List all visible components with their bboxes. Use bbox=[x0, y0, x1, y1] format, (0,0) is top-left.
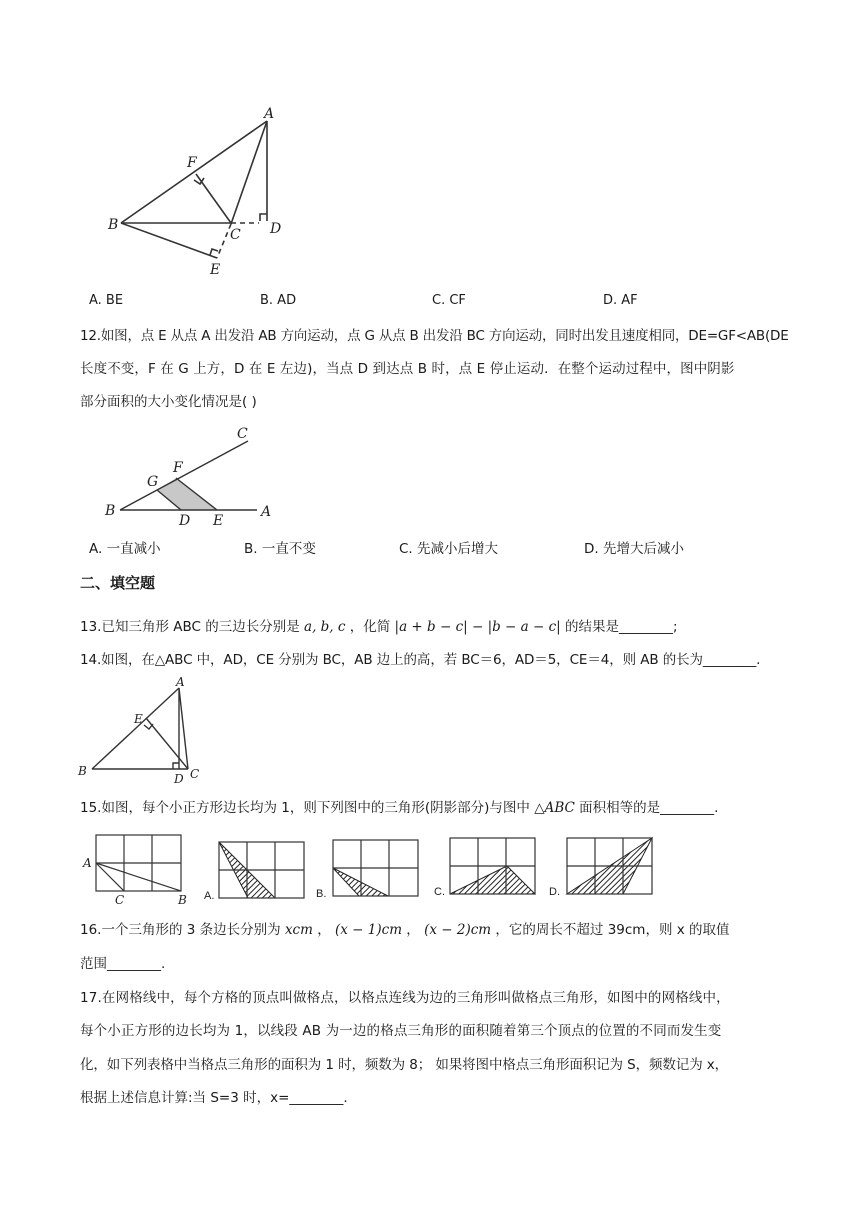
q12-label-D: D bbox=[179, 513, 191, 529]
q11-option-b: B. AD bbox=[260, 293, 297, 308]
q14-label-A: A bbox=[176, 675, 185, 689]
q14-label-E: E bbox=[134, 712, 143, 726]
q15-option-b-label: B. bbox=[316, 888, 327, 900]
q15-symbol: △ABC bbox=[534, 800, 575, 816]
q13-vars: a, b, c bbox=[304, 619, 346, 635]
q15-option-c-label: C. bbox=[434, 886, 445, 898]
q16-side-3: (x − 2)cm bbox=[424, 922, 492, 938]
q16-prefix: 16.一个三角形的 3 条边长分别为 bbox=[80, 922, 285, 938]
q15-option-d-label: D. bbox=[549, 886, 560, 898]
q12-text-line2: 长度不变，F 在 G 上方，D 在 E 左边)，当点 D 到达点 B 时，点 E 停止运动．在整个运动过程中，图中阴影 bbox=[80, 361, 735, 377]
q11-label-E: E bbox=[210, 262, 221, 278]
q16-sep-2: ， bbox=[402, 922, 420, 938]
q16-sep-1: ， bbox=[312, 922, 331, 938]
q17-text-line3: 化，如下列表格中当格点三角形的面积为 1 时，频数为 8； 如果将图中格点三角形面积记为 S，频数记为 x， bbox=[80, 1057, 729, 1073]
q16-text-line1 bbox=[80, 920, 730, 940]
q11-option-d: D. AF bbox=[603, 293, 638, 308]
q13-middle: ，化简 bbox=[345, 619, 395, 635]
q11-label-D: D bbox=[270, 221, 282, 237]
q15-option-a-label: A. bbox=[204, 890, 215, 902]
q12-label-C: C bbox=[237, 426, 248, 442]
q15-label-A: A bbox=[83, 856, 92, 870]
q12-option-a: A. 一直减小 bbox=[89, 541, 161, 557]
q12-option-c: C. 先减小后增大 bbox=[399, 541, 499, 557]
q12-label-B: B bbox=[105, 503, 116, 519]
q15-label-C: C bbox=[115, 893, 125, 907]
q12-label-G: G bbox=[147, 474, 159, 490]
q13-prefix: 13.已知三角形 ABC 的三边长分别是 bbox=[80, 619, 305, 635]
q16-suffix: ，它的周长不超过 39cm，则 x 的取值 bbox=[491, 922, 730, 938]
q11-label-A: A bbox=[264, 106, 275, 122]
q13-suffix: 的结果是________; bbox=[560, 619, 678, 635]
q15-prefix: 15.如图，每个小正方形边长均为 1，则下列图中的三角形(阴影部分)与图中 bbox=[80, 800, 535, 816]
q15-label-B: B bbox=[178, 893, 187, 907]
q11-label-F: F bbox=[187, 155, 197, 171]
q14-label-C: C bbox=[190, 767, 200, 781]
q14-text: 14.如图，在△ABC 中，AD，CE 分别为 BC，AB 边上的高，若 BC＝6，AD＝5，CE＝4，则 AB 的长为________. bbox=[80, 652, 761, 668]
q17-text-line1: 17.在网格线中，每个方格的顶点叫做格点，以格点连线为边的三角形叫做格点三角形，如图中的网格线中， bbox=[80, 990, 730, 1006]
q12-label-E: E bbox=[213, 513, 224, 529]
q14-label-B: B bbox=[78, 764, 87, 778]
q14-label-D: D bbox=[174, 772, 184, 786]
q12-option-d: D. 先增大后减小 bbox=[584, 541, 684, 557]
q17-text-line4: 根据上述信息计算:当 S=3 时，x=________. bbox=[80, 1090, 348, 1106]
q11-option-c: C. CF bbox=[432, 293, 466, 308]
q12-label-A: A bbox=[261, 504, 272, 520]
q16-text-line2: 范围________. bbox=[80, 956, 166, 972]
q12-text-line1: 12.如图，点 E 从点 A 出发沿 AB 方向运动，点 G 从点 B 出发沿 BC 方向运动，同时出发且速度相同，DE=GF<AB(DE bbox=[80, 328, 789, 344]
q16-side-2: (x − 1)cm bbox=[335, 922, 403, 938]
q16-side-1: xcm bbox=[284, 922, 313, 938]
q13-expression: |a + b − c| − |b − a − c| bbox=[394, 619, 561, 635]
q11-label-B: B bbox=[108, 217, 119, 233]
q12-option-b: B. 一直不变 bbox=[244, 541, 316, 557]
q17-text-line2: 每个小正方形的边长均为 1，以线段 AB 为一边的格点三角形的面积随着第三个顶点的位置的不同而发生变 bbox=[80, 1023, 722, 1039]
q15-suffix: 面积相等的是________. bbox=[574, 800, 719, 816]
q12-label-F: F bbox=[173, 460, 183, 476]
q12-text-line3: 部分面积的大小变化情况是( ) bbox=[80, 394, 257, 410]
q11-label-C: C bbox=[230, 227, 241, 243]
q11-option-a: A. BE bbox=[89, 293, 124, 308]
section-heading-fill-in: 二、填空题 bbox=[80, 574, 156, 592]
